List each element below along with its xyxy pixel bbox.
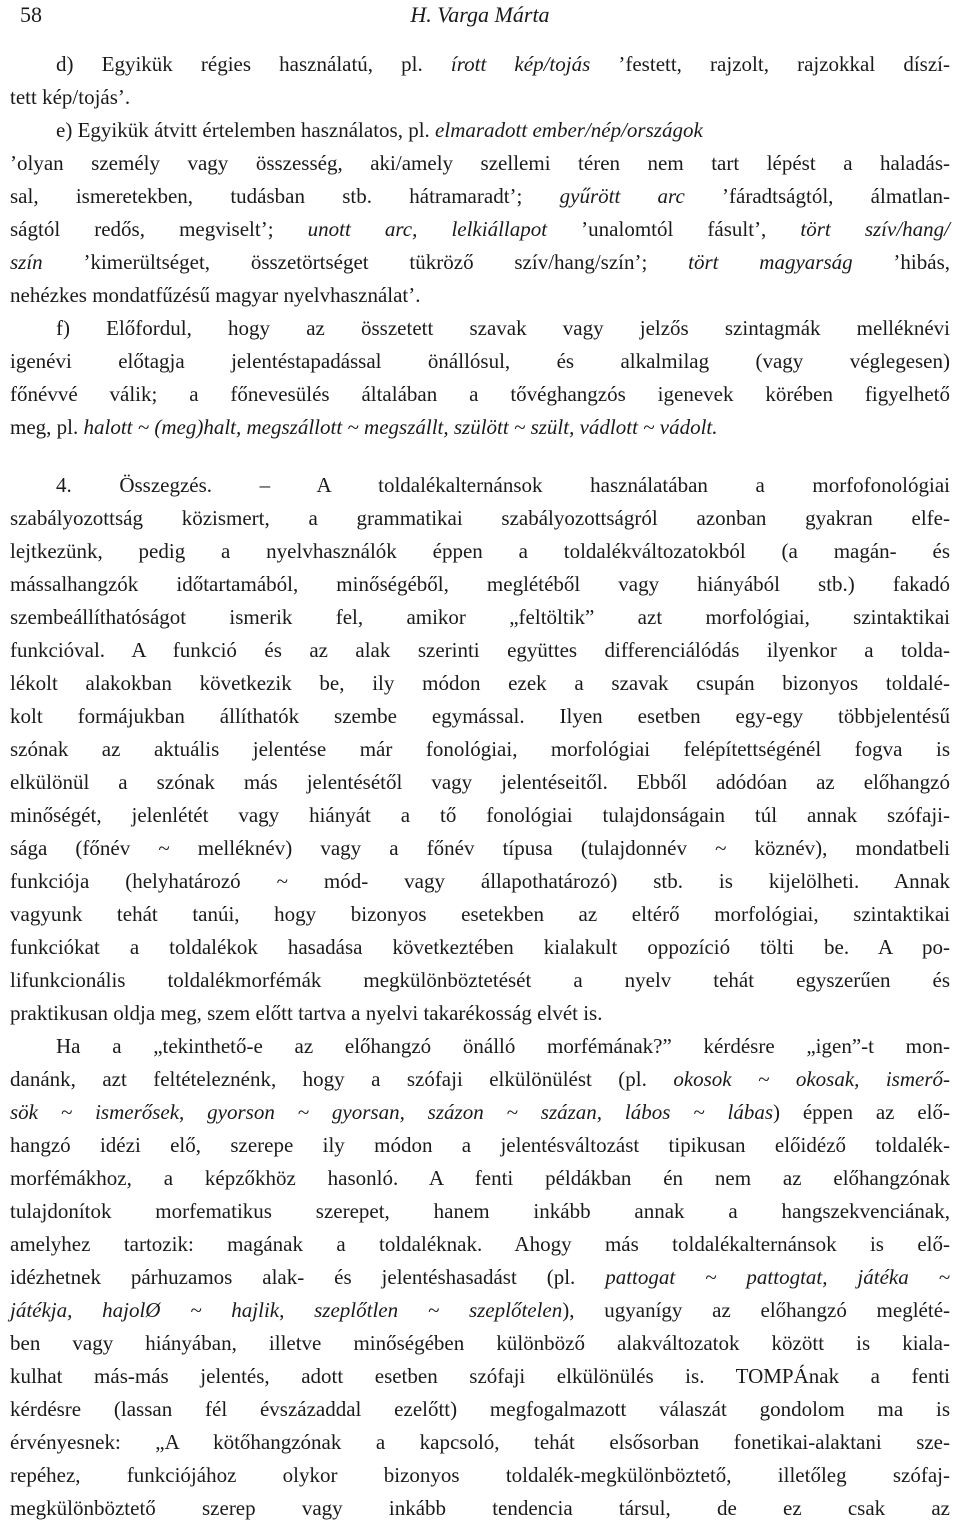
text-line: d) Egyikük régies használatú, pl. írott kép/tojás ’festett, rajzolt, rajzokkal díszí- bbox=[56, 52, 950, 76]
text-line: morfémákhoz, a képzőkhöz hasonló. A fenti példákban én nem az előhangzónak bbox=[10, 1166, 950, 1190]
text-line: meg, pl. halott ~ (meg)halt, megszállott ~ megszállt, szülött ~ szült, vádlott ~ vádolt. bbox=[10, 415, 718, 439]
text-line: hangzó idézi elő, szerepe ily módon a jelentésváltozást tipikusan előidéző toldalék- bbox=[10, 1133, 950, 1157]
text-line: szabályozottság közismert, a grammatikai szabályozottságról azonban gyakran elfe- bbox=[10, 506, 950, 530]
text-line: funkcióval. A funkció és az alak szerinti együttes differenciálódás ilyenkor a tolda- bbox=[10, 638, 950, 662]
page-header bbox=[10, 0, 950, 40]
text-line: funkciója (helyhatározó ~ mód- vagy állapothatározó) stb. is kijelölheti. Annak bbox=[10, 869, 950, 893]
text-line: ben vagy hiányában, illetve minőségében különböző alakváltozatok között is kiala- bbox=[10, 1331, 950, 1355]
text-line: Ha a „tekinthető-e az előhangzó önálló morfémának?” kérdésre „igen”-t mon- bbox=[56, 1034, 950, 1058]
body-text bbox=[10, 48, 950, 1525]
section-heading-line: 4. Összegzés. – A toldalékalternánsok használatában a morfofonológiai bbox=[56, 473, 950, 497]
text-line: ságtól redős, megviselt’; unott arc, lelkiállapot ’unalomtól fásult’, tört szív/hang/ bbox=[10, 217, 950, 241]
text-line: szín ’kimerültséget, összetörtséget tükröző szív/hang/szín’; tört magyarság ’hibás, bbox=[10, 250, 950, 274]
text-line: tulajdonítok morfematikus szerepet, hanem inkább annak a hangszekvenciának, bbox=[10, 1199, 950, 1223]
text-line: lékolt alakokban következik be, ily módon ezek a szavak csupán bizonyos toldalé- bbox=[10, 671, 950, 695]
text-line: tett kép/tojás’. bbox=[10, 85, 131, 109]
text-line: szónak az aktuális jelentése már fonológiai, morfológiai felépítettségénél fogva is bbox=[10, 737, 950, 761]
text-line: kolt formájukban állíthatók szembe egymással. Ilyen esetben egy-egy többjelentésű bbox=[10, 704, 950, 728]
text-line: minőségét, jelenlétét vagy hiányát a tő fonológiai tulajdonságain túl annak szófaji- bbox=[10, 803, 950, 827]
text-line: kérdésre (lassan fél évszázaddal ezelőtt) megfogalmazott válaszát gondolom ma is bbox=[10, 1397, 950, 1421]
text-line: f) Előfordul, hogy az összetett szavak vagy jelzős szintagmák melléknévi bbox=[56, 316, 950, 340]
text-line: sága (főnév ~ melléknév) vagy a főnév típusa (tulajdonnév ~ köznév), mondatbeli bbox=[10, 836, 950, 860]
text-line: kulhat más-más jelentés, adott esetben szófaji elkülönülés is. TOMPÁnak a fenti bbox=[10, 1364, 950, 1388]
text-line: főnévvé válik; a főnevesülés általában a tővéghangzós igenevek körében figyelhető bbox=[10, 382, 950, 406]
text-line: idézhetnek párhuzamos alak- és jelentéshasadást (pl. pattogat ~ pattogtat, játéka ~ bbox=[10, 1265, 950, 1289]
text-line: funkciókat a toldalékok hasadása következtében kialakult oppozíció tölti be. A po- bbox=[10, 935, 950, 959]
text-line: nehézkes mondatfűzésű magyar nyelvhasználat’. bbox=[10, 283, 421, 307]
text-line: megkülönböztető szerep vagy inkább tendencia társul, de ez csak az bbox=[10, 1496, 950, 1520]
section-gap bbox=[10, 444, 950, 469]
text-line: amelyhez tartozik: magának a toldaléknak. Ahogy más toldalékalternánsok is elő- bbox=[10, 1232, 950, 1256]
text-line: szembeállíthatóságot ismerik fel, amikor „feltöltik” azt morfológiai, szintaktikai bbox=[10, 605, 950, 629]
page-number: 58 bbox=[20, 2, 42, 27]
text-line: ’olyan személy vagy összesség, aki/amely szellemi téren nem tart lépést a haladás- bbox=[10, 151, 950, 175]
text-line: repéhez, funkciójához olykor bizonyos toldalék-megkülönböztető, illetőleg szófaj- bbox=[10, 1463, 950, 1487]
text-line: igenévi előtagja jelentéstapadással önállósul, és alkalmilag (vagy véglegesen) bbox=[10, 349, 950, 373]
text-line: érvényesnek: „A kötőhangzónak a kapcsoló, tehát elsősorban fonetikai-alaktani sze- bbox=[10, 1430, 950, 1454]
text-line: játékja, hajolØ ~ hajlik, szeplőtlen ~ szeplőtelen), ugyanígy az előhangzó meglété- bbox=[10, 1298, 951, 1322]
text-line: danánk, azt feltételeznénk, hogy a szófaji elkülönülést (pl. okosok ~ okosak, ismerő- bbox=[10, 1067, 950, 1091]
text-line: lifunkcionális toldalékmorfémák megkülönböztetését a nyelv tehát egyszerűen és bbox=[10, 968, 950, 992]
text-line: sök ~ ismerősek, gyorson ~ gyorsan, százon ~ százan, lábos ~ lábas) éppen az elő- bbox=[10, 1100, 950, 1124]
text-line: e) Egyikük átvitt értelemben használatos, pl. elmaradott ember/nép/országok bbox=[56, 118, 703, 142]
text-line: vagyunk tehát tanúi, hogy bizonyos esetekben az eltérő morfológiai, szintaktikai bbox=[10, 902, 950, 926]
text-line: sal, ismeretekben, tudásban stb. hátramaradt’; gyűrött arc ’fáradtságtól, álmatlan- bbox=[10, 184, 950, 208]
text-line: lejtkezünk, pedig a nyelvhasználók éppen a toldalékváltozatokból (a magán- és bbox=[10, 539, 950, 563]
text-line: mássalhangzók időtartamából, minőségéből, meglétéből vagy hiányából stb.) fakadó bbox=[10, 572, 950, 596]
text-line: elkülönül a szónak más jelentésétől vagy jelentéseitől. Ebből adódóan az előhangzó bbox=[10, 770, 950, 794]
running-head: H. Varga Márta bbox=[410, 2, 550, 27]
text-line: praktikusan oldja meg, szem előtt tartva a nyelvi takarékosság elvét is. bbox=[10, 1001, 603, 1025]
